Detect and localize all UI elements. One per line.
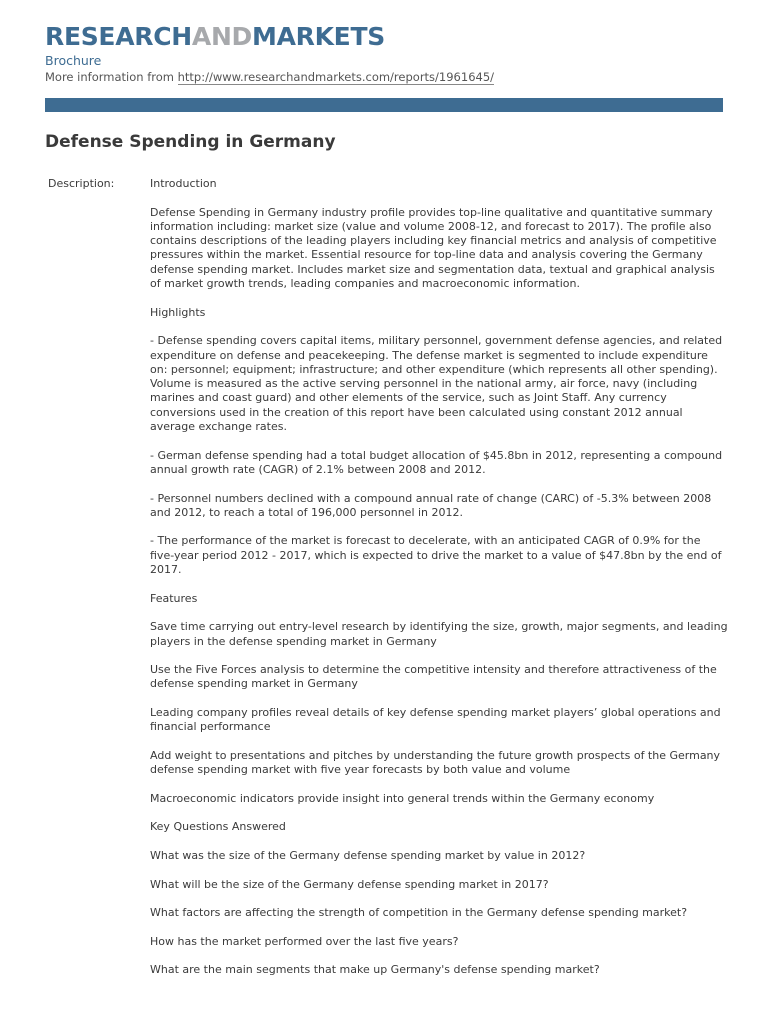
paragraph: What are the main segments that make up Germany's defense spending market? (150, 963, 600, 977)
paragraph: - Personnel numbers declined with a compound annual rate of change (CARC) of -5.3% between 2008 and 2012, to reach a total of 196,000 personnel in 2012. (150, 491, 712, 519)
logo-research-text: RESEARCH (45, 22, 192, 51)
paragraph: Defense Spending in Germany industry profile provides top-line qualitative and quantitative summary information including: market size (value and volume 2008-12, and forecast to 2017). The profile also contains descriptions of the leading players including key financial metrics and analysis of competitive pressures within the market. Essential resource for top-line data and analysis covering the Germany defense spending market. Includes market size and segmentation data, textual and graphical analysis of market growth trends, leading companies and macroeconomic information. (150, 205, 717, 291)
more-info-prefix: More information from (45, 70, 178, 84)
paragraph: Highlights (150, 305, 206, 319)
paragraph: What will be the size of the Germany defense spending market in 2017? (150, 877, 549, 891)
paragraph: - German defense spending had a total budget allocation of $45.8bn in 2012, representing a compound annual growth rate (CAGR) of 2.1% between 2008 and 2012. (150, 448, 723, 476)
paragraph: Save time carrying out entry-level research by identifying the size, growth, major segments, and leading players in the defense spending market in Germany (150, 620, 728, 648)
paragraph: Add weight to presentations and pitches by understanding the future growth prospects of the Germany defense spending market with five year forecasts by both value and volume (150, 748, 721, 777)
logo-and-text: AND (191, 22, 253, 51)
paragraph: - Defense spending covers capital items, military personnel, government defense agencies, and related expenditure on defense and peacekeeping. The defense market is segmented to include expenditure on: personnel; equipment; infrastructure; and other expenditure (which represents all other spending). Volume is measured as the active serving personnel in the national army, air force, navy (including marines and coast guard) and other elements of the service, such as Joint Staff. Any currency conversions used in the creation of this report have been calculated using constant 2012 annual average exchange rates. (150, 334, 723, 434)
paragraph: Introduction (150, 177, 217, 190)
page-title: Defense Spending in Germany (45, 132, 336, 152)
paragraph: How has the market performed over the last five years? (150, 934, 459, 948)
paragraph: Key Questions Answered (150, 820, 286, 834)
more-info-line (45, 70, 494, 85)
description-label: Description: (48, 177, 115, 190)
report-url-link[interactable]: http://www.researchandmarkets.com/reports/1961645/ (177, 70, 495, 84)
brochure-label: Brochure (45, 53, 102, 68)
header-divider-bar (45, 98, 723, 112)
paragraph: What was the size of the Germany defense spending market by value in 2012? (150, 848, 586, 862)
paragraph: What factors are affecting the strength of competition in the Germany defense spending market? (150, 906, 688, 920)
brand-logo (45, 22, 385, 52)
logo-markets-text: MARKETS (252, 22, 385, 51)
paragraph: Macroeconomic indicators provide insight into general trends within the Germany economy (150, 791, 655, 805)
paragraph: Features (150, 591, 198, 605)
paragraph: Use the Five Forces analysis to determine the competitive intensity and therefore attractiveness of the defense spending market in Germany (150, 663, 717, 691)
paragraph: - The performance of the market is forecast to decelerate, with an anticipated CAGR of 0.9% for the five-year period 2012 - 2017, which is expected to drive the market to a value of $47.8bn by the end of 2017. (150, 534, 722, 577)
description-body (150, 177, 728, 992)
paragraph: Leading company profiles reveal details of key defense spending market players’ global operations and financial performance (150, 705, 721, 734)
